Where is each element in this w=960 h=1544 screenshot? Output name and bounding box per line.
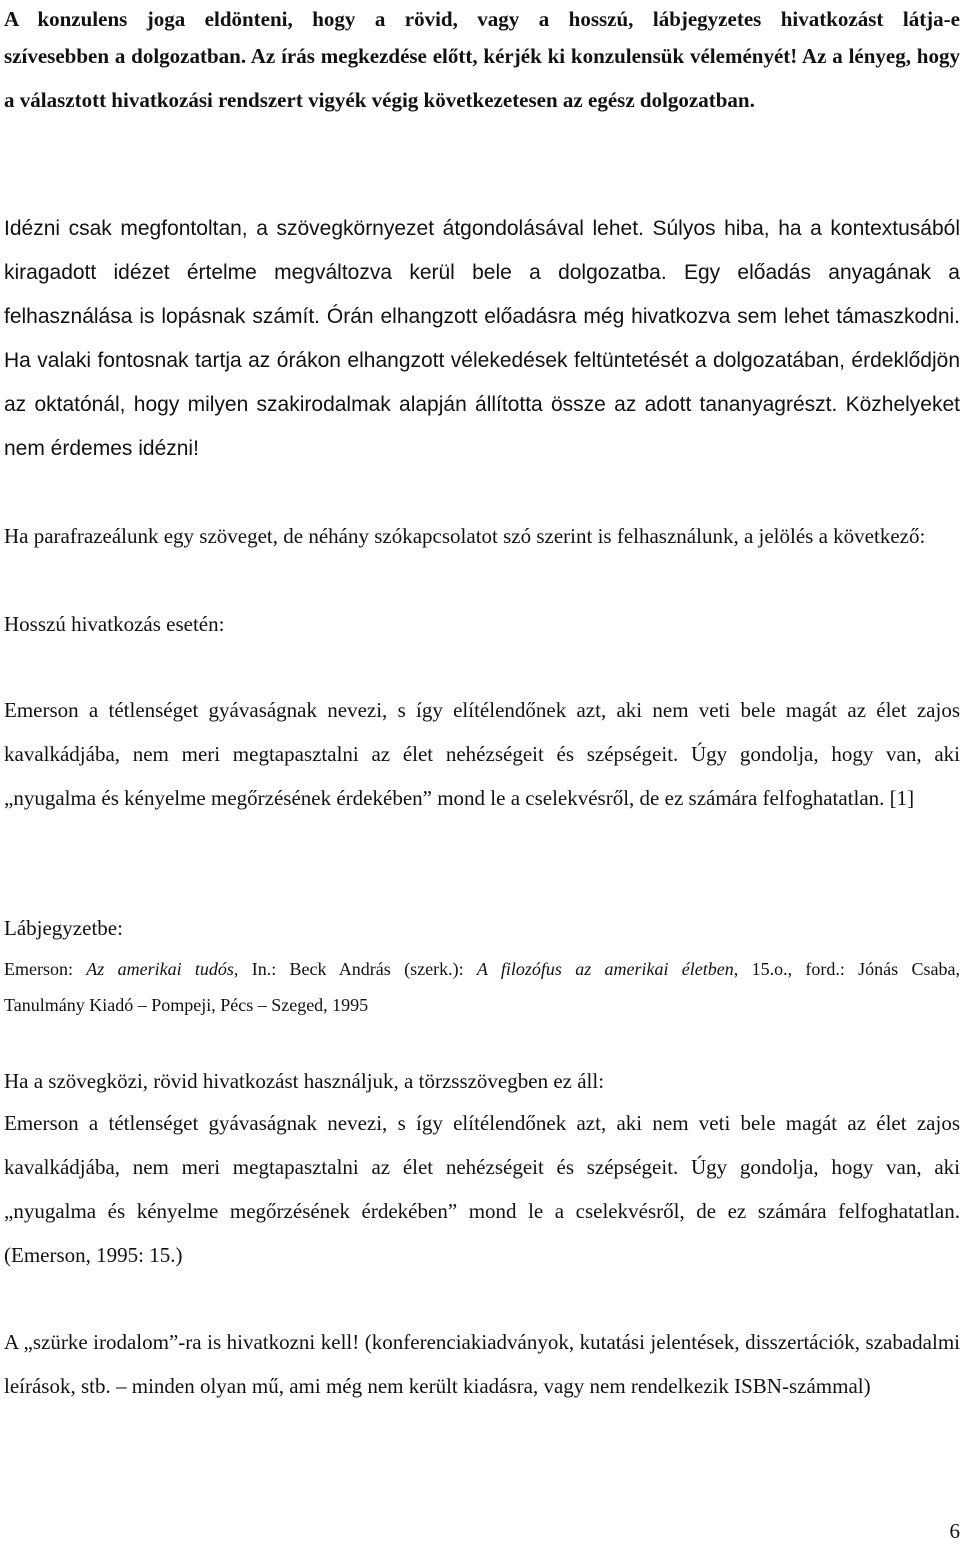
footnote-title-2: A filozófus az amerikai életben <box>477 959 734 979</box>
quoting-sentence-5: Ha valaki fontosnak tartja az órákon elhangzott vélekedések feltüntetését a dolgozatában, érdeklődjön az oktatónál, hogy milyen szakirodalmak alapján állította össze az adott tananyagrészt. Közhelyeket nem érdemes idézni! <box>4 349 960 460</box>
inline-reference-example: Emerson a tétlenséget gyávaságnak nevezi, s így elítélendőnek azt, aki nem veti bele magát az élet zajos kavalkádjába, nem meri megtapasztalni az élet nehézségeit és szépségeit. Úgy gondolja, hogy van, aki „nyugalma és kényelme megőrzésének érdekében” mond le a cselekvésről, de ez számára felfoghatatlan. (Emerson, 1995: 15.) <box>4 1101 960 1277</box>
intro-paragraph: szívesebben a dolgozatban. Az írás megkezdése előtt, kérjék ki konzulensük véleményét! Az a lényeg, hogy a választott hivatkozási rendszert vigyék végig következetesen az egész dolgozatban. <box>4 34 960 122</box>
inline-reference-heading: Ha a szövegközi, rövid hivatkozást használjuk, a törzsszövegben ez áll: <box>4 1059 960 1103</box>
long-reference-example: Emerson a tétlenséget gyávaságnak nevezi, s így elítélendőnek azt, aki nem veti bele magát az élet zajos kavalkádjába, nem meri megtapasztalni az élet nehézségeit és szépségeit. Úgy gondolja, hogy van, aki „nyugalma és kényelme megőrzésének érdekében” mond le a cselekvésről, de ez számára felfoghatatlan. [1] <box>4 688 960 820</box>
footnote-publisher: Tanulmány Kiadó – Pompeji, Pécs – Szeged, 1995 <box>4 987 960 1023</box>
quoting-sentence-1: Idézni csak megfontoltan, a szövegkörnyezet átgondolásával lehet. <box>4 217 644 240</box>
quoting-sentence-3: Egy előadás anyagának a felhasználása is lopásnak számít. <box>4 261 960 328</box>
quoting-paragraph <box>4 207 960 471</box>
quoting-sentence-2: Súlyos hiba, ha a kontextusából kiragadott idézet értelme megváltozva kerül bele a dolgozatba. <box>4 217 960 284</box>
grey-literature-paragraph: A „szürke irodalom”-ra is hivatkozni kell! (konferenciakiadványok, kutatási jelentések, disszertációk, szabadalmi leírások, stb. – minden olyan mű, ami még nem került kiadásra, vagy nem rendelkezik ISBN-számmal) <box>4 1320 960 1408</box>
page-number: 6 <box>950 1518 960 1544</box>
paraphrase-paragraph: Ha parafrazeálunk egy szöveget, de néhány szókapcsolatot szó szerint is felhasználunk, a jelölés a következő: <box>4 514 960 558</box>
footnote-heading: Lábjegyzetbe: <box>4 906 960 950</box>
footnote-editor: , In.: Beck András (szerk.): <box>234 959 477 979</box>
long-reference-heading: Hosszú hivatkozás esetén: <box>4 602 960 646</box>
footnote-author: Emerson: <box>4 959 86 979</box>
intro-line-1: A konzulens joga eldönteni, hogy a rövid, vagy a hosszú, lábjegyzetes hivatkozást látja-e <box>4 0 960 41</box>
footnote-tail: , 15.o., ford.: Jónás Csaba, <box>734 959 960 979</box>
footnote-citation <box>4 951 960 987</box>
footnote-title-1: Az amerikai tudós <box>86 959 234 979</box>
quoting-sentence-4: Órán elhangzott előadásra még hivatkozva sem lehet támaszkodni. <box>327 305 960 328</box>
